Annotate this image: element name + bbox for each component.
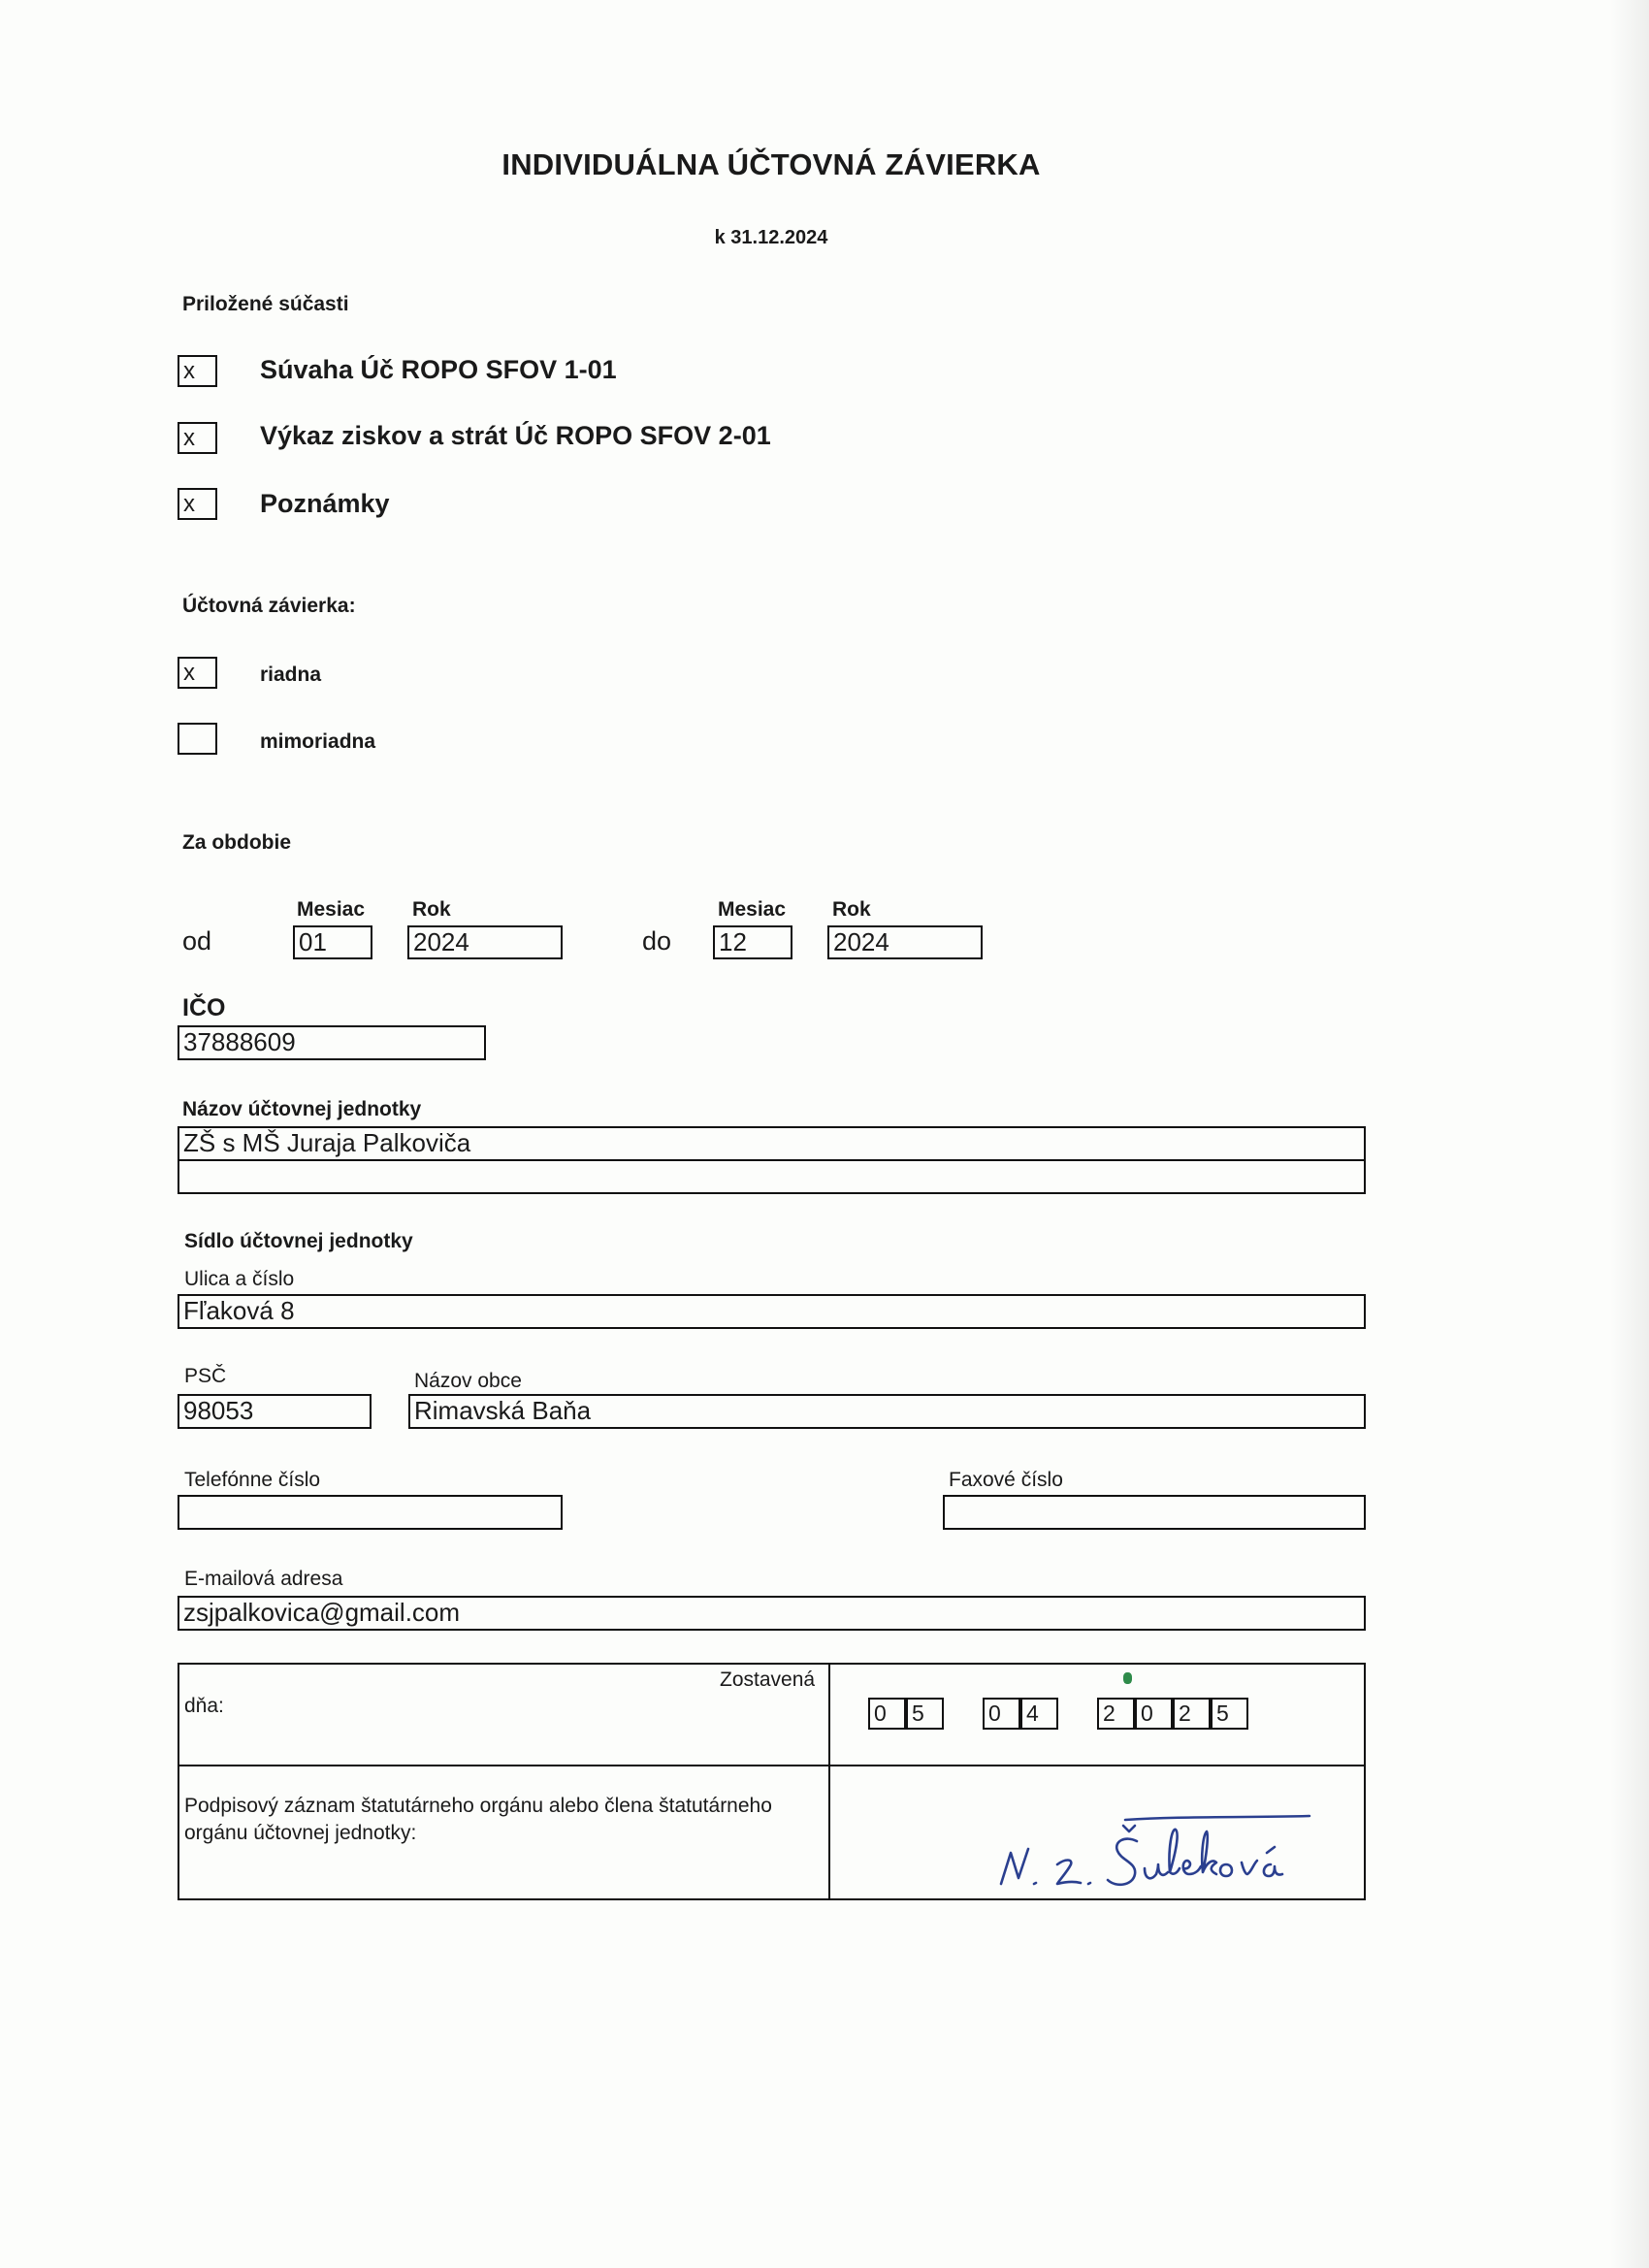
to-year-label: Rok (832, 898, 871, 921)
fax-label: Faxové číslo (949, 1469, 1063, 1491)
city-label: Názov obce (414, 1370, 522, 1392)
from-month-field[interactable]: 01 (293, 925, 372, 959)
attachment-notes-label: Poznámky (260, 489, 390, 518)
checkbox-extraordinary[interactable] (178, 723, 217, 755)
handwritten-signature (989, 1806, 1348, 1894)
entity-name-line1-field[interactable]: ZŠ s MŠ Juraja Palkoviča (178, 1126, 1366, 1161)
psc-field[interactable]: 98053 (178, 1394, 372, 1429)
psc-label: PSČ (184, 1365, 227, 1387)
from-year-field[interactable]: 2024 (407, 925, 563, 959)
ico-label: IČO (182, 994, 226, 1021)
to-label: do (642, 926, 672, 956)
year-digit-2[interactable]: 0 (1135, 1698, 1173, 1730)
month-digit-2[interactable]: 4 (1020, 1698, 1058, 1730)
from-label: od (182, 926, 212, 956)
signature-label-line2: orgánu účtovnej jednotky: (184, 1822, 417, 1844)
to-year-field[interactable]: 2024 (827, 925, 983, 959)
table-horizontal-divider (178, 1765, 1366, 1766)
fax-field[interactable] (943, 1495, 1366, 1530)
year-digit-3[interactable]: 2 (1173, 1698, 1211, 1730)
checkbox-balance-sheet[interactable]: x (178, 355, 217, 387)
checkbox-regular[interactable]: x (178, 657, 217, 689)
from-month-label: Mesiac (297, 898, 366, 921)
compiled-day-label: dňa: (184, 1695, 224, 1717)
option-extraordinary-label: mimoriadna (260, 730, 376, 753)
phone-field[interactable] (178, 1495, 563, 1530)
compiled-label: Zostavená (720, 1669, 816, 1691)
entity-name-line2-field[interactable] (178, 1159, 1366, 1194)
from-year-label: Rok (412, 898, 451, 921)
day-digit-2[interactable]: 5 (906, 1698, 944, 1730)
seat-label: Sídlo účtovnej jednotky (184, 1230, 413, 1252)
email-label: E-mailová adresa (184, 1568, 343, 1590)
street-field[interactable]: Fľaková 8 (178, 1294, 1366, 1329)
year-digit-1[interactable]: 2 (1097, 1698, 1135, 1730)
street-label: Ulica a číslo (184, 1268, 295, 1290)
option-regular-label: riadna (260, 664, 322, 686)
entity-name-label: Názov účtovnej jednotky (182, 1098, 422, 1120)
email-field[interactable]: zsjpalkovica@gmail.com (178, 1596, 1366, 1631)
attachment-balance-sheet-label: Súvaha Úč ROPO SFOV 1-01 (260, 355, 617, 384)
period-label: Za obdobie (182, 831, 291, 854)
signature-label (184, 1793, 815, 1847)
checkbox-income-statement[interactable]: x (178, 422, 217, 454)
attachments-label: Priložené súčasti (182, 293, 349, 315)
table-vertical-divider (828, 1663, 830, 1900)
month-digit-1[interactable]: 0 (983, 1698, 1020, 1730)
checkbox-notes[interactable]: x (178, 488, 217, 520)
signature-label-line1: Podpisový záznam štatutárneho orgánu alebo člena štatutárneho (184, 1795, 772, 1817)
phone-label: Telefónne číslo (184, 1469, 321, 1491)
document-date: k 31.12.2024 (714, 227, 828, 248)
day-digit-1[interactable]: 0 (868, 1698, 906, 1730)
year-digit-4[interactable]: 5 (1211, 1698, 1248, 1730)
to-month-label: Mesiac (718, 898, 787, 921)
city-field[interactable]: Rimavská Baňa (408, 1394, 1366, 1429)
to-month-field[interactable]: 12 (713, 925, 792, 959)
ico-field[interactable]: 37888609 (178, 1025, 486, 1060)
closing-type-label: Účtovná závierka: (182, 595, 356, 617)
attachment-income-statement-label: Výkaz ziskov a strát Úč ROPO SFOV 2-01 (260, 421, 771, 450)
scan-edge-shadow (1610, 0, 1649, 2268)
ink-dot-icon (1123, 1672, 1132, 1684)
document-title: INDIVIDUÁLNA ÚČTOVNÁ ZÁVIERKA (501, 147, 1041, 181)
